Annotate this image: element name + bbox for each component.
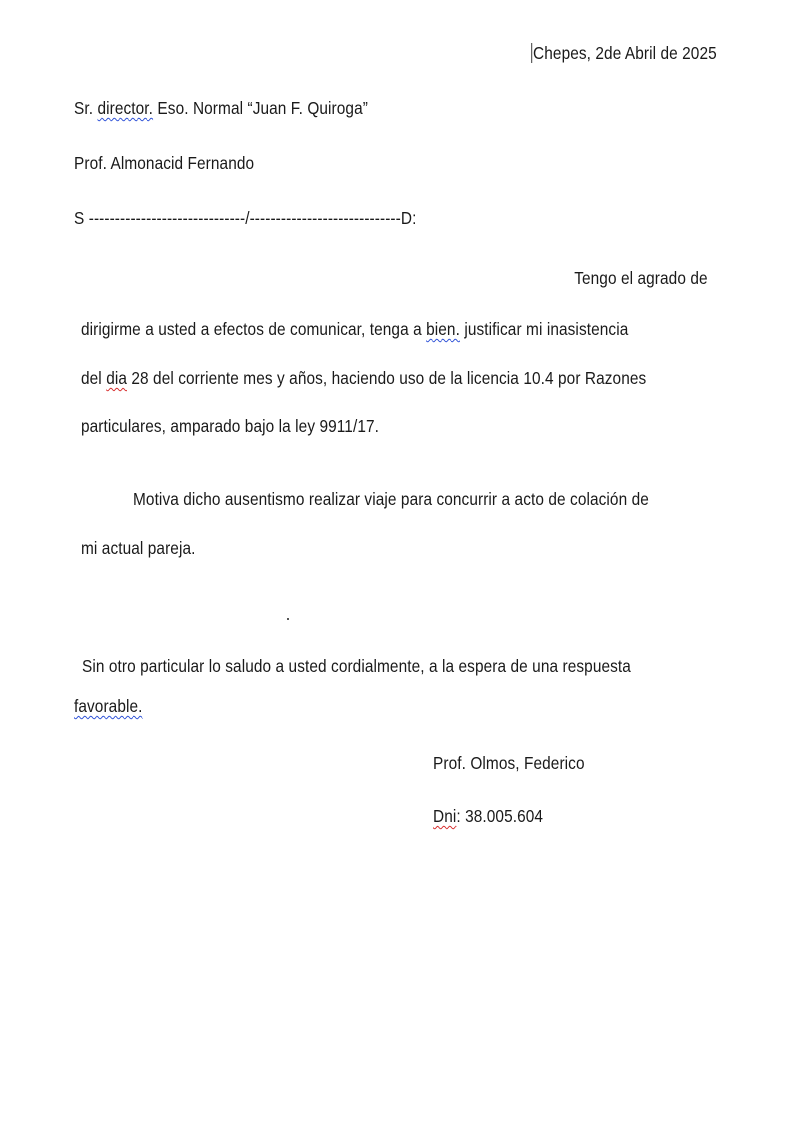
salutation: S ------------------------------/-----------------------------D: [74, 208, 417, 228]
recipient-name: Prof. Almonacid Fernando [74, 153, 255, 173]
p1l2-text-a: dirigirme a usted a efectos de comunicar, tenga a [81, 319, 427, 339]
dni-value: : 38.005.604 [456, 806, 544, 826]
stray-dot [287, 618, 289, 620]
p1l2-text-b: bien. [426, 319, 460, 339]
paragraph1-line4: particulares, amparado bajo la ley 9911/17. [81, 416, 380, 436]
recipient-institution: Eso. Normal “Juan F. Quiroga” [153, 98, 368, 118]
p1l3-text-a: del [81, 368, 107, 388]
signature-name: Prof. Olmos, Federico [433, 753, 585, 773]
paragraph1-line2 [81, 318, 628, 340]
recipient-title: director. [97, 98, 154, 118]
recipient-line [74, 97, 368, 119]
closing-favorable: favorable. [74, 696, 143, 716]
p1l3-text-c: 28 del corriente mes y años, haciendo uso de la licencia 10.4 por Razones [127, 368, 647, 388]
signature-dni [433, 805, 543, 827]
p1l2-text-c: justificar mi inasistencia [459, 319, 629, 339]
paragraph1-line1: Tengo el agrado de [574, 268, 708, 288]
paragraph2-line1: Motiva dicho ausentismo realizar viaje para concurrir a acto de colación de [133, 489, 649, 509]
closing-line1: Sin otro particular lo saludo a usted cordialmente, a la espera de una respuesta [82, 656, 631, 676]
paragraph1-line3 [81, 367, 646, 389]
recipient-prefix: Sr. [74, 98, 98, 118]
date-text: Chepes, 2de Abril de 2025 [533, 43, 717, 63]
closing-line2 [74, 695, 143, 717]
paragraph2-line2: mi actual pareja. [81, 538, 196, 558]
p1l3-text-b: dia [106, 368, 128, 388]
dni-label: Dni [433, 806, 457, 826]
letter-date [532, 42, 717, 64]
